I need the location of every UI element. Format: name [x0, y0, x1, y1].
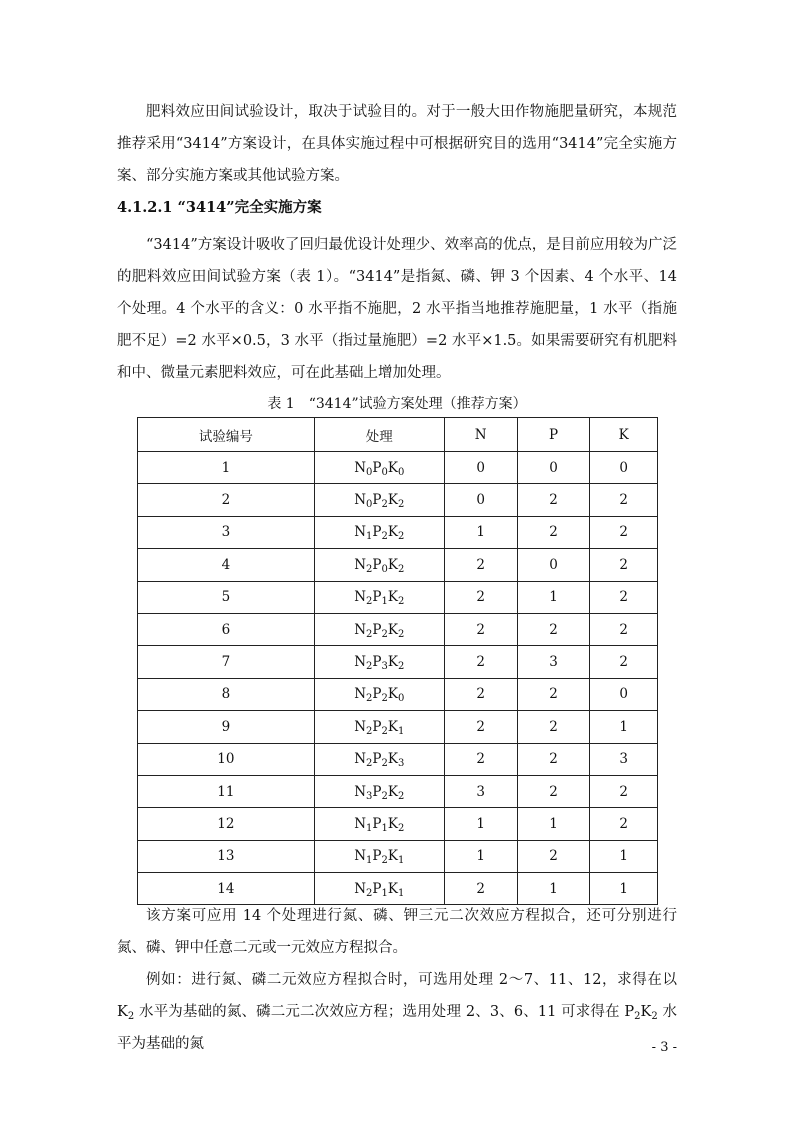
header-n: N	[444, 418, 517, 452]
treatment-letter: P	[372, 751, 382, 768]
cell-trial-number: 4	[138, 549, 315, 581]
treatment-level: 1	[381, 596, 388, 608]
cell-p: 2	[517, 516, 590, 548]
treatment-level: 2	[381, 790, 388, 802]
cell-trial-number: 14	[138, 873, 315, 905]
cell-k: 2	[590, 516, 658, 548]
treatment-level: 2	[366, 628, 373, 640]
treatment-level: 2	[381, 855, 388, 867]
treatment-letter: K	[387, 686, 398, 703]
p2-subscript-3: 2	[651, 1011, 658, 1022]
treatment-letter: P	[372, 718, 382, 735]
treatment-letter: P	[372, 848, 382, 865]
cell-treatment	[314, 484, 444, 516]
treatment-level: 0	[366, 499, 373, 511]
cell-trial-number: 9	[138, 711, 315, 743]
cell-p: 0	[517, 452, 590, 484]
header-treatment: 处理	[314, 418, 444, 452]
cell-treatment	[314, 452, 444, 484]
treatment-letter: N	[354, 556, 367, 573]
page-number: - 3 -	[651, 1040, 677, 1055]
treatment-letter: K	[387, 621, 398, 638]
treatment-letter: P	[372, 492, 382, 509]
cell-trial-number: 12	[138, 808, 315, 840]
p2-text-2: 水平为基础的氮、磷二元二次效应方程；选用处理 2、3、6、11 可求得在 P	[134, 1004, 635, 1020]
cell-k: 2	[590, 808, 658, 840]
cell-p: 0	[517, 549, 590, 581]
table-row	[138, 743, 658, 775]
cell-k: 1	[590, 711, 658, 743]
table-row	[138, 484, 658, 516]
cell-treatment	[314, 549, 444, 581]
cell-n: 2	[444, 743, 517, 775]
p2-subscript-2: 2	[634, 1011, 641, 1022]
table-row	[138, 613, 658, 645]
cell-treatment	[314, 743, 444, 775]
table-row	[138, 549, 658, 581]
treatment-level: 3	[366, 790, 373, 802]
cell-p: 1	[517, 808, 590, 840]
table-row	[138, 711, 658, 743]
cell-treatment	[314, 711, 444, 743]
treatment-letter: N	[354, 589, 367, 606]
treatment-level: 2	[381, 758, 388, 770]
treatment-letter: K	[387, 459, 398, 476]
cell-k: 0	[590, 678, 658, 710]
treatment-letter: N	[354, 686, 367, 703]
cell-n: 2	[444, 549, 517, 581]
p2-subscript-1: 2	[127, 1011, 135, 1022]
table-row	[138, 452, 658, 484]
treatment-level: 2	[397, 596, 405, 608]
treatment-letter: N	[354, 524, 367, 541]
treatment-letter: K	[387, 589, 398, 606]
treatment-letter: P	[372, 686, 382, 703]
treatment-letter: N	[354, 751, 367, 768]
cell-trial-number: 7	[138, 646, 315, 678]
treatment-letter: K	[387, 654, 398, 671]
cell-trial-number: 6	[138, 613, 315, 645]
cell-p: 1	[517, 581, 590, 613]
treatment-level: 0	[397, 466, 405, 478]
header-p: P	[517, 418, 590, 452]
treatment-letter: P	[372, 524, 382, 541]
cell-n: 2	[444, 646, 517, 678]
treatment-level: 2	[381, 628, 388, 640]
cell-p: 2	[517, 484, 590, 516]
treatment-level: 0	[381, 466, 388, 478]
treatment-level: 2	[381, 499, 388, 511]
table-row	[138, 775, 658, 807]
cell-n: 1	[444, 808, 517, 840]
treatment-letter: N	[354, 621, 367, 638]
treatment-level: 2	[366, 758, 373, 770]
cell-p: 2	[517, 678, 590, 710]
cell-n: 1	[444, 840, 517, 872]
cell-n: 2	[444, 613, 517, 645]
cell-k: 2	[590, 581, 658, 613]
cell-k: 2	[590, 549, 658, 581]
treatment-level: 1	[397, 725, 405, 737]
cell-trial-number: 5	[138, 581, 315, 613]
cell-treatment	[314, 516, 444, 548]
after-table-paragraph-1: 该方案可应用 14 个处理进行氮、磷、钾三元二次效应方程拟合，还可分别进行氮、磷、钾中任意二元或一元效应方程拟合。	[117, 908, 677, 956]
cell-trial-number: 11	[138, 775, 315, 807]
after-table-paragraph-2	[117, 964, 677, 1060]
cell-trial-number: 3	[138, 516, 315, 548]
treatment-letter: P	[372, 654, 382, 671]
cell-p: 2	[517, 711, 590, 743]
treatment-letter: P	[372, 815, 382, 832]
table-row	[138, 840, 658, 872]
treatment-letter: K	[387, 848, 398, 865]
treatment-letter: P	[372, 589, 382, 606]
treatment-level: 0	[366, 466, 373, 478]
treatment-letter: N	[354, 654, 367, 671]
cell-p: 2	[517, 775, 590, 807]
table-row	[138, 678, 658, 710]
table-header-row	[138, 418, 658, 452]
cell-k: 2	[590, 775, 658, 807]
cell-k: 2	[590, 613, 658, 645]
treatment-letter: K	[387, 815, 398, 832]
treatment-level: 1	[381, 887, 388, 899]
cell-k: 2	[590, 484, 658, 516]
treatment-level: 3	[397, 758, 405, 770]
treatment-level: 1	[381, 822, 388, 834]
treatment-level: 2	[397, 661, 405, 673]
cell-k: 3	[590, 743, 658, 775]
table-row	[138, 646, 658, 678]
table-row	[138, 516, 658, 548]
cell-n: 0	[444, 484, 517, 516]
p2-text-3: K	[640, 1004, 652, 1020]
cell-k: 0	[590, 452, 658, 484]
cell-k: 1	[590, 840, 658, 872]
treatment-letter: P	[372, 880, 382, 897]
cell-treatment	[314, 581, 444, 613]
treatment-level: 2	[381, 531, 388, 543]
treatment-level: 0	[381, 563, 388, 575]
cell-trial-number: 10	[138, 743, 315, 775]
treatment-level: 0	[397, 693, 405, 705]
treatment-letter: N	[354, 880, 367, 897]
treatment-level: 1	[397, 855, 405, 867]
treatment-level: 2	[366, 596, 373, 608]
cell-p: 2	[517, 613, 590, 645]
cell-treatment	[314, 775, 444, 807]
cell-p: 1	[517, 873, 590, 905]
treatment-level: 2	[366, 563, 373, 575]
p2-text-4: 水平为基础的氮	[117, 1004, 678, 1052]
cell-p: 2	[517, 743, 590, 775]
intro-paragraph: 肥料效应田间试验设计，取决于试验目的。对于一般大田作物施肥量研究，本规范推荐采用“3414”方案设计，在具体实施过程中可根据研究目的选用“3414”完全实施方案、部分实施方案或其他试验方案。	[117, 104, 677, 184]
treatment-level: 3	[381, 661, 388, 673]
treatment-letter: N	[354, 492, 367, 509]
cell-treatment	[314, 678, 444, 710]
cell-trial-number: 8	[138, 678, 315, 710]
treatment-letter: N	[354, 718, 367, 735]
table-caption: 表 1 “3414”试验方案处理（推荐方案）	[267, 396, 527, 412]
treatment-letter: P	[372, 621, 382, 638]
treatment-letter: N	[354, 783, 367, 800]
cell-treatment	[314, 840, 444, 872]
treatment-letter: K	[387, 524, 398, 541]
header-trial-number: 试验编号	[138, 418, 315, 452]
cell-trial-number: 1	[138, 452, 315, 484]
treatment-level: 1	[397, 887, 405, 899]
treatment-level: 1	[366, 531, 373, 543]
treatment-level: 2	[381, 693, 388, 705]
treatment-letter: K	[387, 751, 398, 768]
treatment-letter: N	[354, 815, 367, 832]
cell-n: 2	[444, 711, 517, 743]
table-row	[138, 581, 658, 613]
treatment-level: 2	[366, 661, 373, 673]
p2-text-1: 例如：进行氮、磷二元效应方程拟合时，可选用处理 2～7、11、12，求得在以 K	[117, 972, 677, 1020]
treatment-level: 2	[381, 725, 388, 737]
treatment-level: 2	[397, 628, 405, 640]
treatment-letter: P	[372, 783, 382, 800]
treatment-level: 2	[397, 822, 405, 834]
treatment-letter: K	[387, 492, 398, 509]
cell-n: 3	[444, 775, 517, 807]
treatment-letter: P	[372, 459, 382, 476]
treatment-level: 2	[366, 725, 373, 737]
cell-treatment	[314, 613, 444, 645]
trial-table	[137, 417, 658, 905]
treatment-level: 1	[366, 822, 373, 834]
cell-trial-number: 13	[138, 840, 315, 872]
cell-p: 3	[517, 646, 590, 678]
header-k: K	[590, 418, 658, 452]
cell-k: 1	[590, 873, 658, 905]
cell-treatment	[314, 646, 444, 678]
treatment-letter: N	[354, 459, 367, 476]
treatment-level: 2	[397, 499, 405, 511]
treatment-letter: K	[387, 783, 398, 800]
treatment-letter: N	[354, 848, 367, 865]
cell-p: 2	[517, 840, 590, 872]
treatment-level: 2	[397, 531, 405, 543]
cell-n: 2	[444, 873, 517, 905]
cell-n: 2	[444, 678, 517, 710]
section-heading: 4.1.2.1 “3414”完全实施方案	[117, 199, 322, 216]
treatment-level: 2	[397, 790, 405, 802]
treatment-letter: P	[372, 556, 382, 573]
treatment-letter: K	[387, 556, 398, 573]
cell-treatment	[314, 808, 444, 840]
treatment-level: 2	[397, 563, 405, 575]
cell-k: 2	[590, 646, 658, 678]
cell-n: 0	[444, 452, 517, 484]
table-row	[138, 808, 658, 840]
treatment-letter: K	[387, 718, 398, 735]
treatment-letter: K	[387, 880, 398, 897]
cell-n: 2	[444, 581, 517, 613]
section-body-paragraph: “3414”方案设计吸收了回归最优设计处理少、效率高的优点，是目前应用较为广泛的肥料效应田间试验方案（表 1）。“3414”是指氮、磷、钾 3 个因素、4 个水平、14 个处理。4 个水平的含义：0 水平指不施肥，2 水平指当地推荐施肥量，1 水平（指施肥不足）=2 水平×0.5，3 水平（指过量施肥）=2 水平×1.5。如果需要研究有机肥料和中、微量元素肥料效应，可在此基础上增加处理。	[117, 237, 677, 381]
treatment-level: 2	[366, 693, 373, 705]
treatment-level: 1	[366, 855, 373, 867]
treatment-level: 2	[366, 887, 373, 899]
cell-trial-number: 2	[138, 484, 315, 516]
cell-n: 1	[444, 516, 517, 548]
